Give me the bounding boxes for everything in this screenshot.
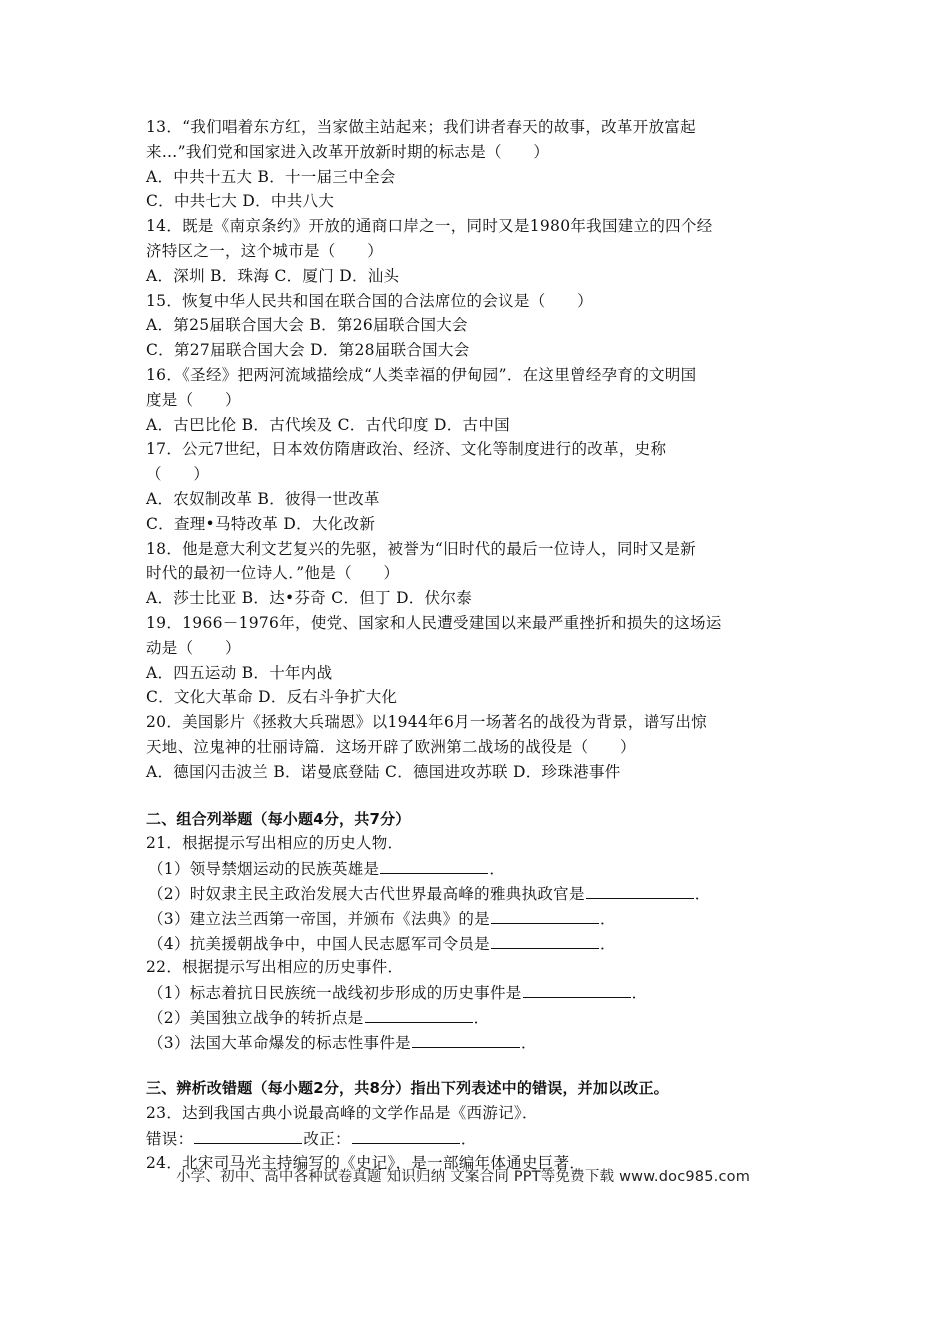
question-stem-line: 23．达到我国古典小说最高峰的文学作品是《西游记》．: [146, 1104, 538, 1123]
question-stem-line: 21．根据提示写出相应的历史人物．: [146, 834, 404, 853]
answer-blank[interactable]: [412, 1030, 520, 1048]
question-stem-line: （ ）: [146, 465, 210, 484]
answer-blank[interactable]: [491, 906, 599, 924]
section-spacer: [146, 1054, 806, 1076]
question-options-line: A．第25届联合国大会 B．第26届联合国大会: [146, 316, 468, 335]
answer-blank[interactable]: [380, 856, 488, 874]
question-options-line: A．深圳 B．珠海 C．厦门 D．汕头: [146, 266, 400, 285]
page-footer: 小学、初中、高中各种试卷真题 知识归纳 文案合同 PPT等免费下载 www.doc985.com: [176, 1169, 751, 1185]
section-spacer: [146, 785, 806, 807]
mc-question-18: [146, 537, 806, 611]
answer-blank[interactable]: [365, 1005, 473, 1023]
question-options-line: A．四五运动 B．十年内战: [146, 663, 333, 682]
mc-question-17: [146, 437, 806, 536]
question-stem-line: 20．美国影片《拯救大兵瑞恩》以1944年6月一场著名的战役为背景，谱写出惊: [146, 713, 707, 732]
answer-blank[interactable]: [586, 881, 694, 899]
question-stem-line: 14．既是《南京条约》开放的通商口岸之一，同时又是1980年我国建立的四个经: [146, 217, 713, 236]
question-stem-line: 济特区之一，这个城市是（ ）: [146, 241, 384, 260]
mc-question-15: [146, 289, 806, 363]
question-stem-line: 15．恢复中华人民共和国在联合国的合法席位的会议是（ ）: [146, 291, 593, 310]
question-options-line: C．中共七大 D．中共八大: [146, 192, 335, 211]
correction-blank[interactable]: [352, 1126, 460, 1144]
question-options-line: A．莎士比亚 B．达•芬奇 C．但丁 D．伏尔泰: [146, 589, 472, 608]
section-heading: 二、组合列举题（每小题4分，共7分）: [146, 809, 411, 828]
question-options-line: C．查理•马特改革 D．大化改新: [146, 514, 376, 533]
fill-in-item: （2）美国独立战争的转折点是 ．: [146, 1005, 806, 1030]
fill-in-item: （4）抗美援朝战争中，中国人民志愿军司令员是 ．: [146, 931, 806, 956]
fill-in-item: （2）时奴隶主民主政治发展大古代世界最高峰的雅典执政官是 ．: [146, 881, 806, 906]
mc-question-20: [146, 710, 806, 784]
question-stem-line: 18．他是意大利文艺复兴的先驱，被誉为“旧时代的最后一位诗人，同时又是新: [146, 539, 696, 558]
question-stem-line: 17．公元7世纪，日本效仿隋唐政治、经济、文化等制度进行的改革，史称: [146, 440, 667, 459]
question-stem-line: 时代的最初一位诗人．”他是（ ）: [146, 564, 400, 583]
question-stem-line: 度是（ ）: [146, 390, 241, 409]
question-stem-line: 13．“我们唱着东方红，当家做主站起来；我们讲者春天的故事，改革开放富起: [146, 118, 696, 136]
section-heading: 三、辨析改错题（每小题2分，共8分）指出下列表述中的错误，并加以改正。: [146, 1079, 669, 1098]
answer-blank[interactable]: [523, 980, 631, 998]
fill-in-item: （1）标志着抗日民族统一战线初步形成的历史事件是 ．: [146, 980, 806, 1005]
error-correction-line: 错误： 改正： ．: [146, 1126, 806, 1151]
question-stem-line: 22．根据提示写出相应的历史事件．: [146, 958, 404, 977]
question-stem-line: 16．《圣经》把两河流域描绘成“人类幸福的伊甸园”．在这里曾经孕育的文明国: [146, 365, 697, 384]
question-options-line: A．中共十五大 B．十一届三中全会: [146, 167, 396, 186]
question-options-line: C．文化大革命 D．反右斗争扩大化: [146, 688, 398, 707]
mc-question-16: [146, 363, 806, 437]
question-options-line: C．第27届联合国大会 D．第28届联合国大会: [146, 341, 470, 360]
question-stem-line: 来…”我们党和国家进入改革开放新时期的标志是（ ）: [146, 142, 550, 161]
question-options-line: A．农奴制改革 B．彼得一世改革: [146, 489, 380, 508]
question-stem-line: 动是（ ）: [146, 638, 241, 657]
question-options-line: A．德国闪击波兰 B．诺曼底登陆 C．德国进攻苏联 D．珍珠港事件: [146, 762, 621, 781]
section-3: [146, 1076, 806, 1175]
error-blank[interactable]: [194, 1126, 302, 1144]
mc-question-13: [146, 115, 806, 214]
section-2: [146, 807, 806, 1055]
fill-in-item: （1）领导禁烟运动的民族英雄是 ．: [146, 856, 806, 881]
mc-question-14: [146, 214, 806, 288]
answer-blank[interactable]: [491, 931, 599, 949]
fill-in-item: （3）法国大革命爆发的标志性事件是 ．: [146, 1030, 806, 1055]
question-stem-line: 24．北宋司马光主持编写的《史记》，是一部编年体通史巨著．: [146, 1153, 586, 1172]
question-stem-line: 天地、泣鬼神的壮丽诗篇．这场开辟了欧洲第二战场的战役是（ ）: [146, 737, 636, 756]
question-options-line: A．古巴比伦 B．古代埃及 C．古代印度 D．古中国: [146, 415, 510, 434]
fill-in-item: （3）建立法兰西第一帝国，并颁布《法典》的是 ．: [146, 906, 806, 931]
mc-question-19: [146, 611, 806, 710]
exam-page: [146, 115, 806, 1176]
question-stem-line: 19．1966－1976年，使党、国家和人民遭受建国以来最严重挫折和损失的这场运: [146, 613, 722, 632]
